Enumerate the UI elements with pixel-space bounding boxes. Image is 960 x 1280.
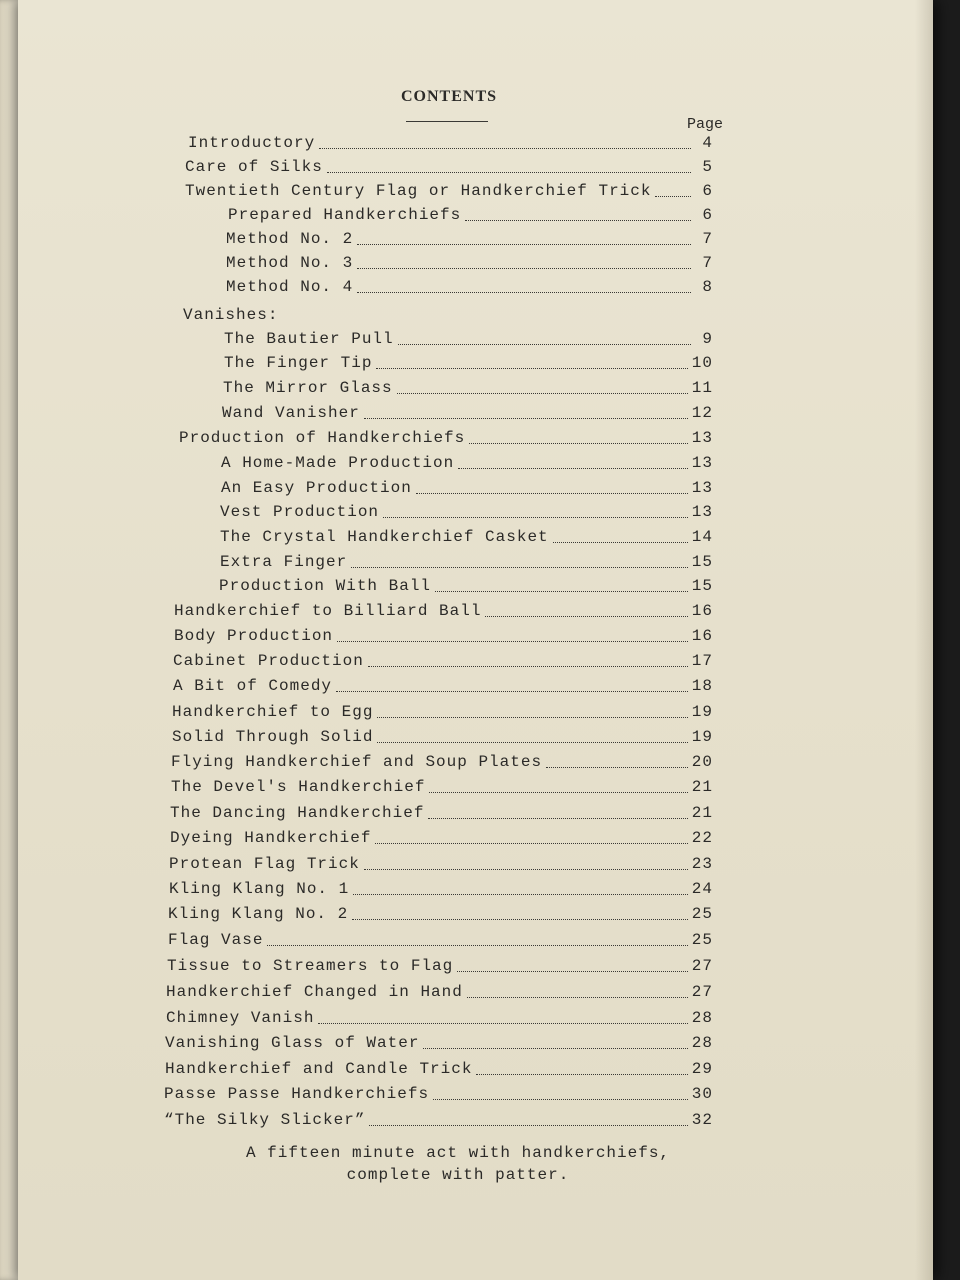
toc-entry-title: Handkerchief and Candle Trick: [165, 1060, 473, 1078]
dot-leader: [465, 218, 691, 221]
toc-entry-page-number: 18: [691, 677, 713, 695]
dot-leader: [318, 1021, 687, 1024]
footer-line-1: A fifteen minute act with handkerchiefs,: [245, 1144, 671, 1162]
dot-leader: [336, 689, 688, 692]
toc-entry-page-number: 25: [691, 905, 713, 923]
toc-entry-title: Prepared Handkerchiefs: [228, 206, 462, 224]
toc-entry-page-number: 27: [691, 983, 713, 1001]
toc-entry-title: Extra Finger: [220, 553, 348, 571]
dot-leader: [319, 146, 691, 149]
toc-entry-title: Cabinet Production: [173, 652, 364, 670]
toc-entry-page-number: 29: [691, 1060, 713, 1078]
toc-entry-page-number: 30: [691, 1085, 713, 1103]
toc-entry: [224, 330, 713, 350]
dot-leader: [357, 242, 691, 245]
toc-entry: [168, 905, 713, 925]
toc-entry-page-number: 5: [702, 158, 713, 176]
toc-entry-title: The Dancing Handkerchief: [170, 804, 425, 822]
toc-entry-page-number: 13: [691, 479, 713, 497]
toc-entry-title: “The Silky Slicker”: [164, 1111, 366, 1129]
dot-leader: [467, 995, 688, 998]
toc-entry-page-number: 6: [702, 182, 713, 200]
dot-leader: [423, 1046, 687, 1049]
dot-leader: [357, 290, 691, 293]
toc-entry: [173, 677, 713, 697]
dot-leader: [364, 416, 688, 419]
toc-entry: [220, 503, 713, 523]
toc-entry-page-number: 19: [691, 703, 713, 721]
toc-entry-page-number: 23: [691, 855, 713, 873]
dot-leader: [377, 740, 687, 743]
dot-leader: [368, 664, 688, 667]
dot-leader: [376, 366, 687, 369]
dot-leader: [327, 170, 691, 173]
toc-entry-page-number: 25: [691, 931, 713, 949]
toc-entry-title: A Home-Made Production: [221, 454, 455, 472]
toc-entry: [188, 134, 713, 154]
toc-entry: [171, 753, 713, 773]
dot-leader: [469, 441, 688, 444]
dot-leader: [397, 391, 688, 394]
toc-entry: [228, 206, 713, 226]
toc-entry-title: A Bit of Comedy: [173, 677, 333, 695]
dot-leader: [383, 515, 688, 518]
dot-leader: [546, 765, 688, 768]
toc-entry: [169, 880, 713, 900]
toc-entry-page-number: 16: [691, 627, 713, 645]
toc-entry: [174, 627, 713, 647]
toc-entry-page-number: 22: [691, 829, 713, 847]
toc-entry-page-number: 19: [691, 728, 713, 746]
dot-leader: [433, 1097, 688, 1100]
page-column-label: Page: [686, 116, 723, 133]
toc-entry-title: The Finger Tip: [224, 354, 373, 372]
dot-leader: [353, 892, 688, 895]
book-page: [18, 0, 933, 1280]
toc-entry: [166, 1009, 713, 1029]
dot-leader: [476, 1072, 687, 1075]
toc-entry-page-number: 21: [691, 804, 713, 822]
toc-entry: [220, 553, 713, 573]
dot-leader: [485, 614, 687, 617]
dot-leader: [458, 466, 688, 469]
toc-entry: [226, 230, 713, 250]
dot-leader: [375, 841, 687, 844]
toc-entry: [224, 354, 713, 374]
toc-entry: [223, 379, 713, 399]
dot-leader: [357, 266, 691, 269]
toc-entry: [169, 855, 713, 875]
toc-entry-title: Introductory: [188, 134, 316, 152]
toc-entry-title: Tissue to Streamers to Flag: [167, 957, 454, 975]
toc-entry-page-number: 8: [702, 278, 713, 296]
toc-entry: [226, 278, 713, 298]
toc-entry-title: Vanishing Glass of Water: [165, 1034, 420, 1052]
toc-entry: [165, 1034, 713, 1054]
toc-entry-page-number: 6: [702, 206, 713, 224]
toc-entry-page-number: 12: [691, 404, 713, 422]
toc-entry: [164, 1111, 713, 1131]
footer-note: [208, 1142, 708, 1186]
toc-entry-page-number: 15: [691, 553, 713, 571]
toc-entry-page-number: 16: [691, 602, 713, 620]
footer-line-2: complete with patter.: [346, 1166, 570, 1184]
toc-entry-page-number: 14: [691, 528, 713, 546]
dot-leader: [351, 565, 688, 568]
toc-entry-page-number: 32: [691, 1111, 713, 1129]
toc-entry: [221, 479, 713, 499]
toc-entry-page-number: 15: [691, 577, 713, 595]
toc-entry-page-number: 13: [691, 454, 713, 472]
toc-entry-title: Kling Klang No. 1: [169, 880, 350, 898]
toc-entry: [170, 829, 713, 849]
toc-entry-title: Vest Production: [220, 503, 380, 521]
toc-entry: [185, 158, 713, 178]
toc-entry-title: Passe Passe Handkerchiefs: [164, 1085, 430, 1103]
dot-leader: [435, 589, 688, 592]
dot-leader: [429, 790, 687, 793]
toc-entry-page-number: 28: [691, 1009, 713, 1027]
title-underline: [406, 121, 488, 122]
toc-entry-page-number: 20: [691, 753, 713, 771]
toc-entry: [167, 957, 713, 977]
toc-entry-title: Chimney Vanish: [166, 1009, 315, 1027]
dot-leader: [352, 917, 688, 920]
toc-entry: [222, 404, 713, 424]
toc-entry-page-number: 13: [691, 429, 713, 447]
toc-entry-page-number: 10: [691, 354, 713, 372]
page-title: CONTENTS: [400, 88, 498, 105]
toc-entry-page-number: 24: [691, 880, 713, 898]
dot-leader: [553, 540, 688, 543]
toc-entry-title: Dyeing Handkerchief: [170, 829, 372, 847]
toc-entry: [173, 652, 713, 672]
toc-entry-title: The Devel's Handkerchief: [171, 778, 426, 796]
dot-leader: [416, 491, 688, 494]
section-heading-vanishes: Vanishes:: [183, 306, 279, 324]
toc-entry: [168, 931, 713, 951]
dot-leader: [337, 639, 688, 642]
dot-leader: [369, 1123, 687, 1126]
toc-entry: [185, 182, 713, 202]
toc-entry-title: Care of Silks: [185, 158, 323, 176]
toc-entry-title: The Crystal Handkerchief Casket: [220, 528, 549, 546]
toc-entry-title: The Mirror Glass: [223, 379, 393, 397]
toc-entry: [166, 983, 713, 1003]
dot-leader: [267, 943, 687, 946]
dot-leader: [655, 194, 691, 197]
toc-entry-title: Production With Ball: [219, 577, 432, 595]
dot-leader: [398, 342, 691, 345]
toc-entry-title: Method No. 4: [226, 278, 354, 296]
toc-entry-title: Method No. 2: [226, 230, 354, 248]
toc-entry-title: Production of Handkerchiefs: [179, 429, 466, 447]
dot-leader: [457, 969, 688, 972]
toc-entry-title: Handkerchief Changed in Hand: [166, 983, 463, 1001]
toc-entry: [171, 778, 713, 798]
toc-entry-title: Solid Through Solid: [172, 728, 374, 746]
toc-entry-page-number: 17: [691, 652, 713, 670]
toc-entry-title: The Bautier Pull: [224, 330, 394, 348]
toc-entry-title: Handkerchief to Egg: [172, 703, 374, 721]
dot-leader: [428, 816, 687, 819]
toc-entry-title: Flying Handkerchief and Soup Plates: [171, 753, 543, 771]
toc-entry: [219, 577, 713, 597]
toc-entry-title: Body Production: [174, 627, 334, 645]
toc-entry-page-number: 21: [691, 778, 713, 796]
toc-entry-title: An Easy Production: [221, 479, 412, 497]
toc-entry-page-number: 7: [702, 230, 713, 248]
toc-entry-page-number: 9: [702, 330, 713, 348]
toc-entry-page-number: 4: [702, 134, 713, 152]
toc-entry-title: Kling Klang No. 2: [168, 905, 349, 923]
toc-entry: [174, 602, 713, 622]
toc-entry: [179, 429, 713, 449]
dot-leader: [377, 715, 687, 718]
toc-entry: [172, 728, 713, 748]
toc-entry-title: Twentieth Century Flag or Handkerchief Trick: [185, 182, 652, 200]
toc-entry: [172, 703, 713, 723]
toc-entry: [226, 254, 713, 274]
toc-entry-title: Protean Flag Trick: [169, 855, 360, 873]
toc-entry-title: Handkerchief to Billiard Ball: [174, 602, 482, 620]
toc-entry: [220, 528, 713, 548]
contents-page: [18, 0, 933, 1280]
toc-entry: [165, 1060, 713, 1080]
toc-entry-title: Wand Vanisher: [222, 404, 360, 422]
toc-entry-page-number: 27: [691, 957, 713, 975]
toc-entry-title: Flag Vase: [168, 931, 264, 949]
toc-entry-page-number: 7: [702, 254, 713, 272]
toc-entry: [170, 804, 713, 824]
toc-entry-page-number: 11: [691, 379, 713, 397]
toc-entry-page-number: 13: [691, 503, 713, 521]
toc-entry-title: Method No. 3: [226, 254, 354, 272]
dot-leader: [364, 867, 688, 870]
toc-entry: [164, 1085, 713, 1105]
toc-entry-page-number: 28: [691, 1034, 713, 1052]
toc-entry: [221, 454, 713, 474]
